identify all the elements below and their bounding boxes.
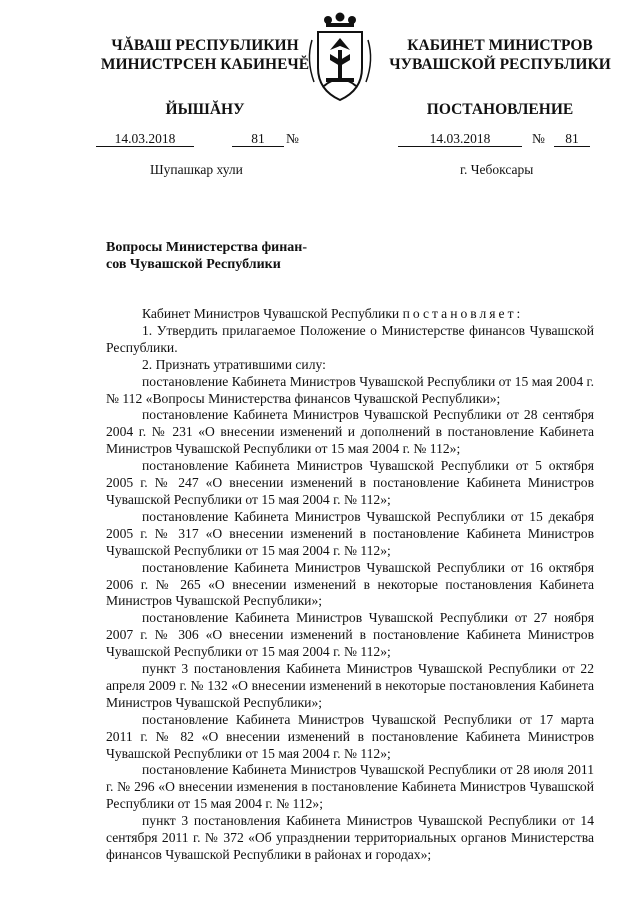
body-paragraph: 1. Утвердить прилагаемое Положение о Министерстве финансов Чувашской Республики. (106, 322, 594, 355)
left-numbering (96, 131, 326, 147)
header-left-title: ЙЫШĂНУ (165, 101, 245, 118)
left-number: 81 (232, 131, 284, 147)
right-number: 81 (554, 131, 590, 147)
coat-of-arms-emblem (300, 10, 380, 110)
place-left: Шупашкар хули (150, 162, 243, 177)
left-no-sign: № (286, 131, 299, 146)
body-paragraph: постановление Кабинета Министров Чувашской Республики от 15 декабря 2005 г. № 317 «О внесении изменений в постановление Кабинета Министров Чувашской Республики от 15 мая 2004 г. № 112»; (106, 508, 594, 558)
header-right-title: ПОСТАНОВЛЕНИЕ (426, 101, 574, 118)
left-date: 14.03.2018 (96, 131, 194, 147)
body-paragraph: постановление Кабинета Министров Чувашской Республики от 27 ноября 2007 г. № 306 «О внесении изменений в постановление Кабинета Министров Чувашской Республики от 15 мая 2004 г. № 112»; (106, 610, 594, 660)
place-right: г. Чебоксары (460, 162, 534, 177)
body-paragraph: 2. Признать утратившими силу: (142, 356, 326, 372)
header-right-line2: ЧУВАШСКОЙ РЕСПУБЛИКИ (389, 56, 611, 73)
document-subject (106, 239, 326, 273)
body-paragraph: постановление Кабинета Министров Чувашской Республики от 16 октября 2006 г. № 265 «О внесении изменений в некоторые постановления Кабинета Министров Чувашской Республики»; (106, 559, 594, 609)
right-no-sign: № (532, 131, 545, 146)
header-right-block (380, 36, 620, 74)
header-right-line1: КАБИНЕТ МИНИСТРОВ (407, 37, 593, 54)
subject-line1: Вопросы Министерства финан- (106, 240, 308, 255)
header-left-line1: ЧĂВАШ РЕСПУБЛИКИН (111, 37, 299, 54)
body-paragraph: пункт 3 постановления Кабинета Министров Чувашской Республики от 14 сентября 2011 г. № 372 «Об упразднении территориальных органов Министерства финансов Чувашской Республики в районах и городах»; (106, 813, 594, 862)
body-paragraph: пункт 3 постановления Кабинета Министров Чувашской Республики от 22 апреля 2009 г. № 132 «О внесении изменений в некоторые постановления Кабинета Министров Чувашской Республики»; (106, 661, 594, 710)
intro-main: Кабинет Министров Чувашской Республики (142, 306, 403, 321)
body-paragraph: постановление Кабинета Министров Чувашской Республики от 15 мая 2004 г. № 112 «Вопросы Министерства финансов Чувашской Республики»; (106, 373, 594, 406)
body-paragraph: постановление Кабинета Министров Чувашской Республики от 17 марта 2011 г. № 82 «О внесении изменений в постановление Кабинета Министров Чувашской Республики от 15 мая 2004 г. № 112»; (106, 711, 594, 761)
body-paragraph: постановление Кабинета Министров Чувашской Республики от 28 июля 2011 г. № 296 «О внесении изменения в постановление Кабинета Министров Чувашской Республики от 15 мая 2004 г. № 112»; (106, 762, 594, 812)
header-left-line2: МИНИСТРСЕН КАБИНЕЧĔ (100, 56, 310, 73)
header-left-block (85, 36, 325, 74)
intro-spaced-word: постановляет: (402, 306, 524, 321)
subject-line2: сов Чувашской Республики (106, 257, 281, 272)
document-body (106, 306, 594, 864)
intro-paragraph (106, 306, 594, 323)
right-numbering (398, 131, 598, 147)
right-date: 14.03.2018 (398, 131, 522, 147)
body-paragraph: постановление Кабинета Министров Чувашской Республики от 5 октября 2005 г. № 247 «О внесении изменений в постановление Кабинета Министров Чувашской Республики от 15 мая 2004 г. № 112»; (106, 458, 594, 507)
body-paragraph: постановление Кабинета Министров Чувашской Республики от 28 сентября 2004 г. № 231 «О внесении изменений и дополнений в постановление Кабинета Министров Чувашской Республики от 15 мая 2004 г. № 112»; (106, 407, 594, 457)
